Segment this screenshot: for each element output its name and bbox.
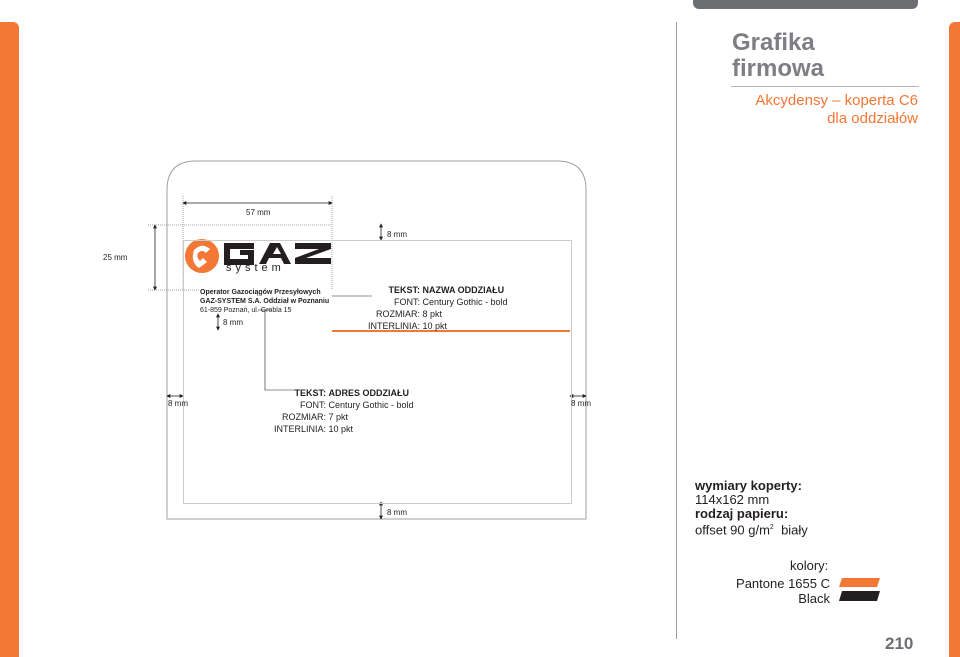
- page-title: [732, 30, 892, 82]
- page-number: 210: [885, 634, 914, 653]
- spec-address: [250, 387, 414, 435]
- paper-label: rodzaj papieru:: [695, 506, 789, 521]
- subtitle-line-2: dla oddziałów: [827, 110, 918, 127]
- dim-57-label: 57 mm: [246, 208, 271, 217]
- spec-address-value-3: 10 pkt: [328, 424, 354, 434]
- sender-address: [200, 288, 329, 315]
- subtitle-line-1: Akcydensy – koperta C6: [755, 92, 918, 109]
- paper-value-pre: offset 90 g/m: [695, 522, 770, 538]
- colors-label: kolory:: [790, 558, 829, 573]
- spec-address-value-2: 7 pkt: [328, 412, 349, 422]
- paper-value-post: biały: [781, 522, 808, 538]
- dim-8-left-label: 8 mm: [168, 399, 188, 408]
- size-label: wymiary koperty:: [695, 478, 802, 493]
- paper-value: [695, 521, 808, 537]
- page-subtitle: [700, 92, 918, 128]
- dim-8-sender-label: 8 mm: [223, 318, 243, 327]
- title-line-2: firmowa: [732, 55, 825, 82]
- black-name: Black: [798, 591, 830, 606]
- color-swatches: [838, 577, 882, 603]
- envelope-info: [695, 479, 808, 537]
- black-swatch: [839, 591, 880, 601]
- size-value: 114x162 mm: [695, 492, 770, 507]
- top-gray-tab: [693, 0, 918, 9]
- sender-line-2: GAZ-SYSTEM S.A. Oddział w Poznaniu: [200, 298, 330, 305]
- orange-swatch: [839, 578, 880, 587]
- spec-branch-label-3: INTERLINIA:: [367, 321, 420, 331]
- spec-address-value-1: Century Gothic - bold: [328, 400, 414, 410]
- spec-branch-value-0: NAZWA ODDZIAŁU: [422, 285, 505, 295]
- spec-address-value-0: ADRES ODDZIAŁU: [328, 388, 410, 398]
- sender-line-3: 61-859 Poznań, ul. Grobla 15: [200, 307, 292, 314]
- right-orange-bar: [949, 22, 960, 657]
- dim-8-bottom-label: 8 mm: [387, 508, 407, 517]
- spec-address-label-1: FONT:: [300, 400, 326, 410]
- spec-branch-label-1: FONT:: [394, 297, 420, 307]
- dim-25-label: 25 mm: [103, 253, 128, 262]
- spec-address-label-3: INTERLINIA:: [273, 424, 326, 434]
- spec-address-label-0: TEKST:: [294, 388, 326, 398]
- spec-branch-value-1: Century Gothic - bold: [422, 297, 508, 307]
- spec-branch-label-0: TEKST:: [388, 285, 420, 295]
- logo-subword: system: [226, 262, 285, 274]
- title-line-1: Grafika: [732, 29, 815, 56]
- spec-address-label-2: ROZMIAR:: [282, 412, 326, 422]
- pantone-name: Pantone 1655 C: [736, 576, 830, 591]
- spec-branch-label-2: ROZMIAR:: [376, 309, 420, 319]
- color-names: [700, 576, 830, 606]
- paper-sup: 2: [769, 524, 774, 531]
- spec-branch: [345, 284, 508, 332]
- dim-8-right-label: 8 mm: [571, 399, 591, 408]
- dim-8-top-label: 8 mm: [387, 230, 407, 239]
- spec-branch-value-2: 8 pkt: [422, 309, 443, 319]
- address-area-box: [183, 240, 572, 504]
- spec-branch-value-3: 10 pkt: [422, 321, 448, 331]
- sender-line-1: Operator Gazociągów Przesyłowych: [200, 289, 321, 296]
- title-rule: [731, 86, 919, 87]
